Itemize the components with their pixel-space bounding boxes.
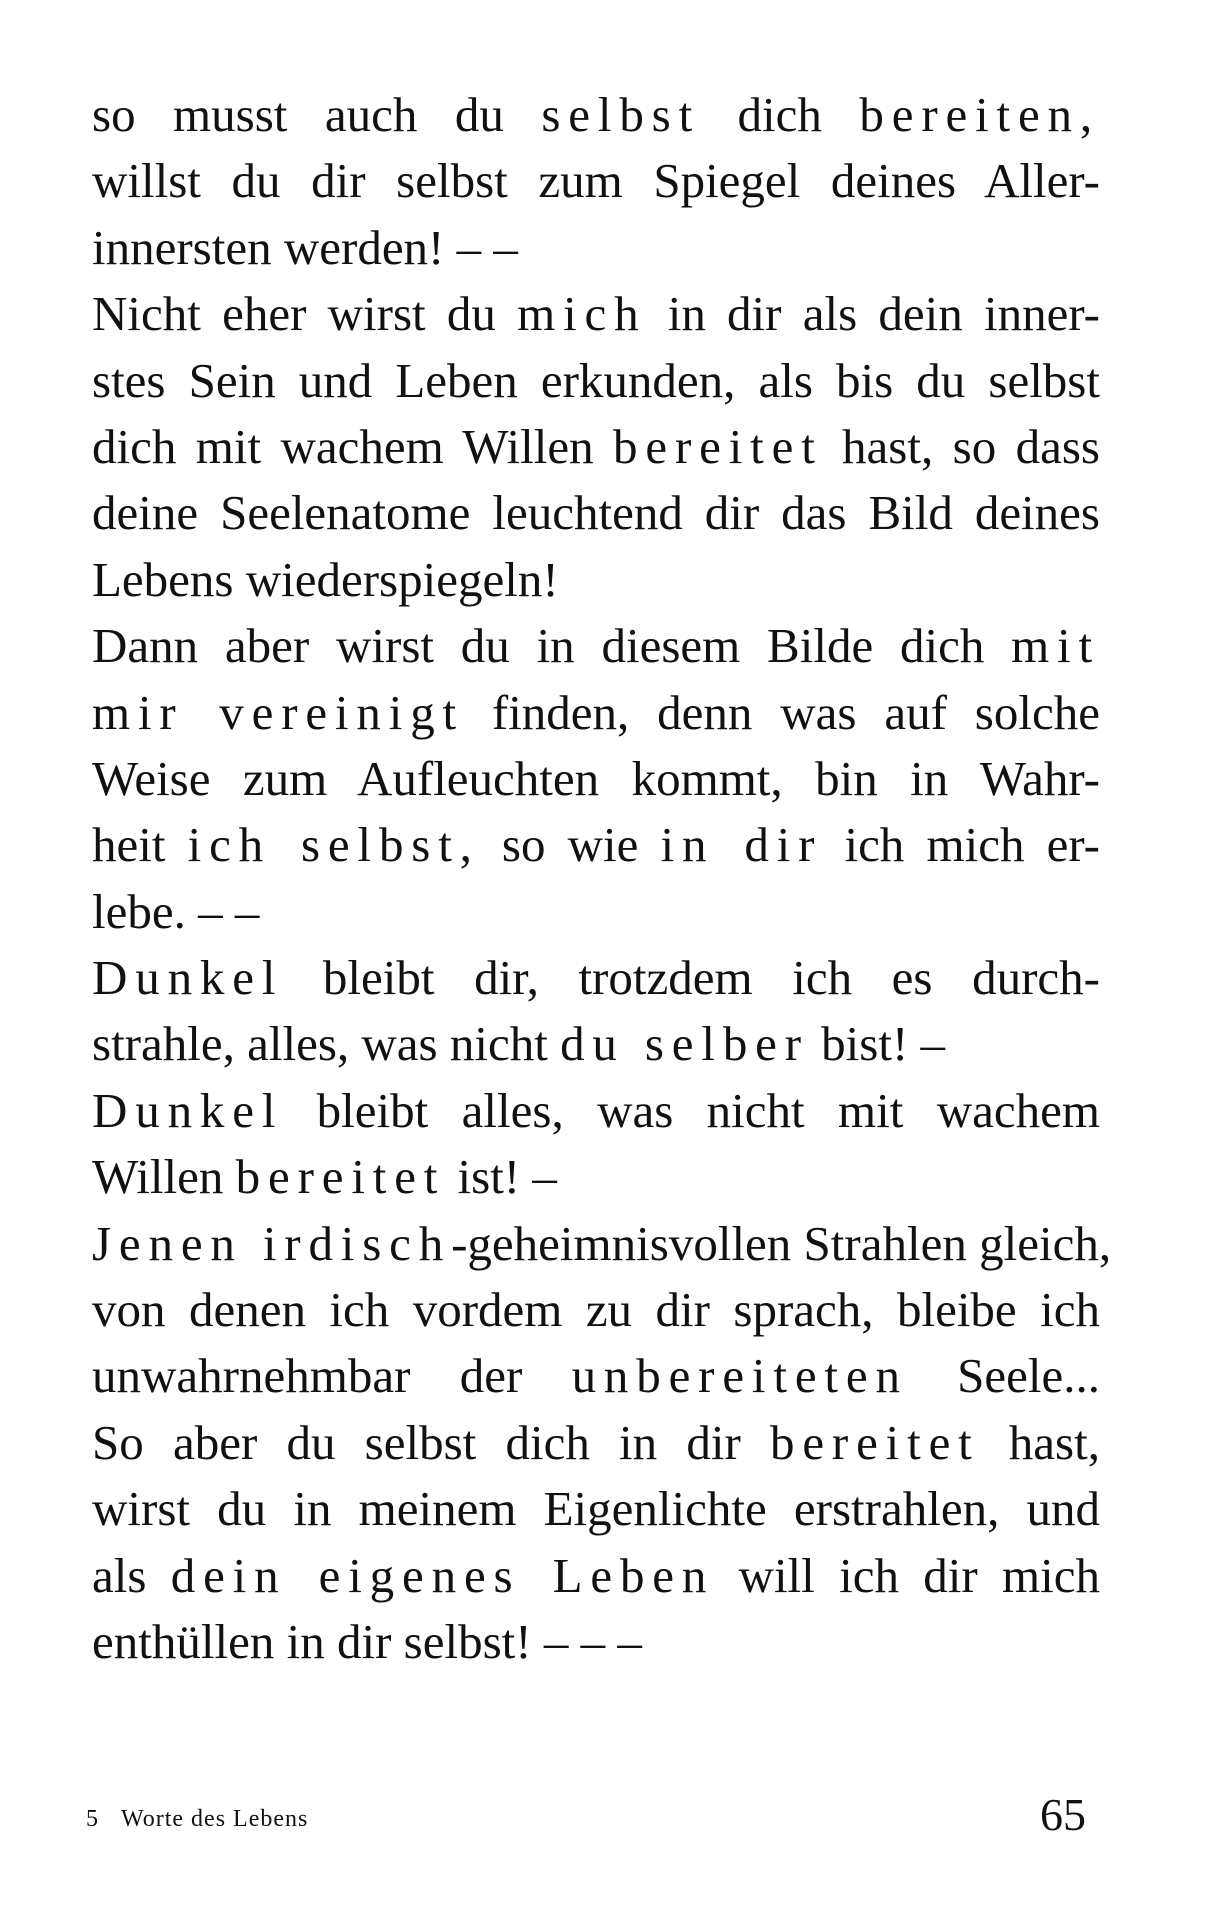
- text-line: [92, 746, 1100, 812]
- spaced-emphasis: unbereiteten: [571, 1348, 908, 1404]
- text-line: [92, 613, 1100, 679]
- text-run: in dir als dein inner-: [646, 286, 1100, 342]
- text-run: als: [92, 1547, 171, 1603]
- text-run: So aber du selbst dich in dir: [92, 1414, 770, 1470]
- text-line: [92, 1609, 1100, 1675]
- text-run: dich mit wachem Willen: [92, 418, 614, 474]
- spaced-emphasis: dein eigenes Leben: [170, 1547, 715, 1603]
- text-line: [92, 680, 1100, 746]
- text-run: hast,: [979, 1414, 1100, 1470]
- spaced-emphasis: du selber: [560, 1016, 809, 1072]
- text-line: [92, 348, 1100, 414]
- text-line: [92, 879, 1100, 945]
- footer-note: [86, 1806, 308, 1833]
- text-run: bist! –: [808, 1016, 946, 1072]
- text-run: so musst auch du: [92, 87, 542, 142]
- spaced-emphasis: Dunkel: [92, 950, 284, 1006]
- spaced-emphasis: selbst: [541, 87, 701, 142]
- text-run: bleibt dir, trotzdem ich es durch-: [283, 950, 1100, 1006]
- text-run: heit: [92, 817, 188, 873]
- text-run: stes Sein und Leben erkunden, als bis du selbst: [92, 352, 1100, 408]
- text-run: ich mich er-: [822, 817, 1100, 873]
- text-run: willst du dir selbst zum Spiegel deines Aller-: [92, 153, 1100, 209]
- signature-mark: 5: [86, 1806, 99, 1832]
- text-line: [92, 82, 1100, 148]
- text-run: finden, denn was auf solche: [464, 684, 1100, 740]
- text-line: [92, 547, 1100, 613]
- text-run: ist! –: [445, 1149, 557, 1205]
- spaced-emphasis: bereitet: [235, 1149, 446, 1205]
- text-line: [92, 1211, 1112, 1277]
- text-line: [92, 1144, 1100, 1210]
- text-run: hast, so dass: [822, 418, 1100, 474]
- text-run: -geheimnisvollen Strahlen gleich,: [451, 1215, 1112, 1271]
- spaced-emphasis: bereitet: [613, 418, 823, 474]
- spaced-emphasis: bereiten,: [859, 87, 1100, 142]
- text-run: enthüllen in dir selbst! – – –: [92, 1613, 642, 1669]
- text-line: [92, 480, 1100, 546]
- spaced-emphasis: Jenen irdisch: [92, 1215, 452, 1271]
- spaced-emphasis: ich selbst,: [187, 817, 480, 873]
- text-run: deine Seelenatome leuchtend dir das Bild deines: [92, 485, 1100, 541]
- text-line: [92, 1011, 1100, 1077]
- text-line: [92, 281, 1100, 347]
- spaced-emphasis: Dunkel: [92, 1082, 284, 1138]
- text-line: [92, 1078, 1100, 1144]
- text-run: so wie: [479, 817, 661, 873]
- body-text: [92, 82, 1112, 1675]
- spaced-emphasis: mit: [1011, 618, 1100, 674]
- text-line: [92, 1343, 1100, 1409]
- text-line: [92, 1543, 1100, 1609]
- text-run: innersten werden! – –: [92, 219, 518, 275]
- text-run: dich: [700, 87, 860, 142]
- text-run: Dann aber wirst du in diesem Bilde dich: [92, 618, 1012, 674]
- spaced-emphasis: bereitet: [769, 1414, 980, 1470]
- text-line: [92, 1410, 1100, 1476]
- text-run: lebe. – –: [92, 883, 260, 939]
- text-line: [92, 945, 1100, 1011]
- text-run: strahle, alles, was nicht: [92, 1016, 561, 1072]
- page-number: 65: [1040, 1789, 1086, 1840]
- spaced-emphasis: mir vereinigt: [92, 684, 464, 740]
- text-run: Nicht eher wirst du: [92, 286, 518, 342]
- text-run: wirst du in meinem Eigenlichte erstrahlen, und: [92, 1481, 1100, 1537]
- text-run: Willen: [92, 1149, 236, 1205]
- text-run: Lebens wiederspiegeln!: [92, 551, 559, 607]
- text-run: Seele...: [907, 1348, 1100, 1404]
- text-line: [92, 812, 1100, 878]
- spaced-emphasis: mich: [517, 286, 647, 342]
- text-line: [92, 1277, 1100, 1343]
- text-line: [92, 148, 1100, 214]
- text-line: [92, 215, 1100, 281]
- text-run: von denen ich vordem zu dir sprach, bleibe ich: [92, 1282, 1100, 1338]
- spaced-emphasis: in dir: [660, 817, 823, 873]
- text-run: Weise zum Aufleuchten kommt, bin in Wahr-: [92, 750, 1100, 806]
- text-run: unwahrnehmbar der: [92, 1348, 572, 1404]
- text-run: bleibt alles, was nicht mit wachem: [283, 1082, 1100, 1138]
- text-run: will ich dir mich: [714, 1547, 1100, 1603]
- text-line: [92, 414, 1100, 480]
- book-title: Worte des Lebens: [121, 1806, 309, 1832]
- text-line: [92, 1476, 1100, 1542]
